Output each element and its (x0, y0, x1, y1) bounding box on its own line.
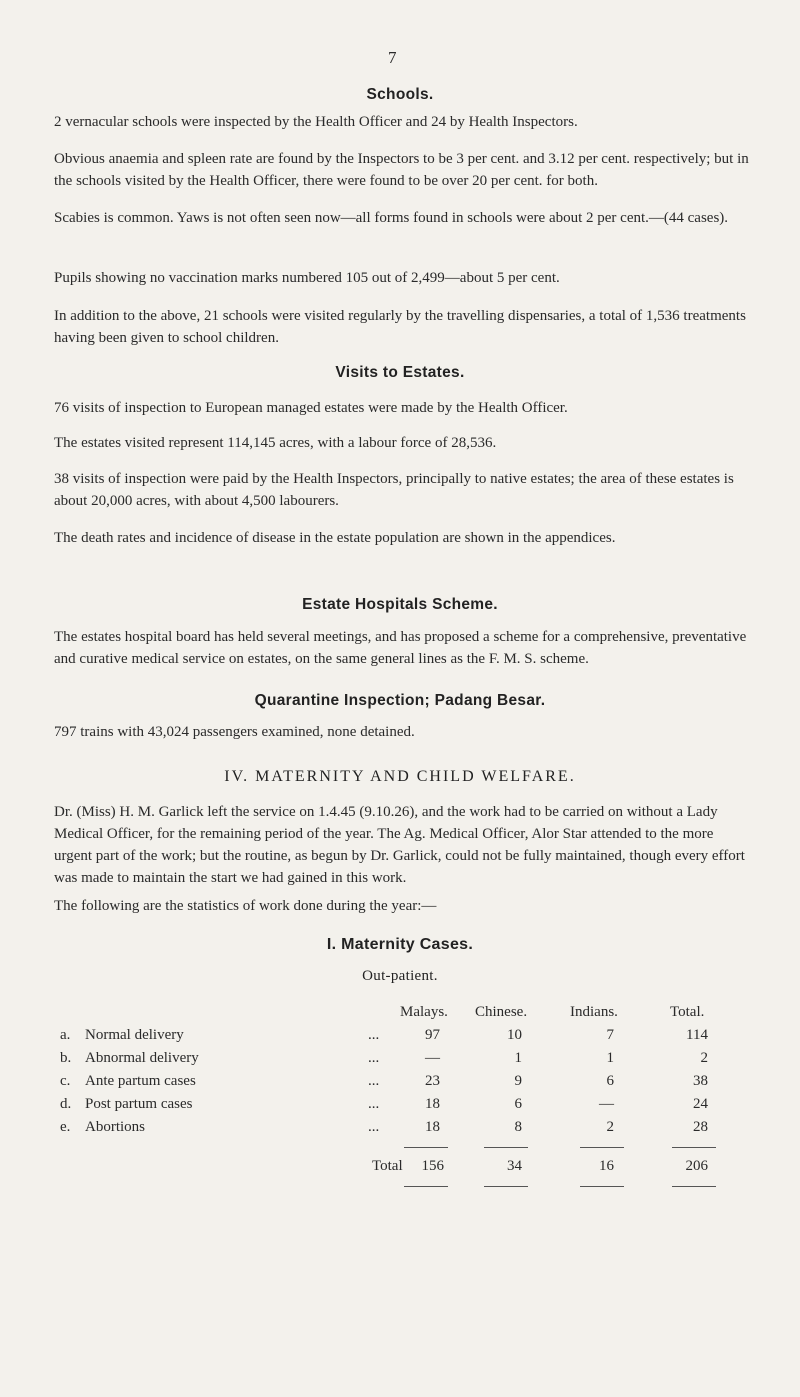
rule-below-chinese (484, 1186, 528, 1187)
rule-chinese (484, 1147, 528, 1148)
cell-total: 24 (693, 1096, 708, 1112)
row-label: Abortions (85, 1119, 145, 1135)
cell-malays: 23 (425, 1073, 440, 1089)
rule-below-indians (580, 1186, 624, 1187)
quarantine-heading: Quarantine Inspection; Padang Besar. (254, 692, 546, 709)
cell-malays: 18 (425, 1119, 440, 1135)
row-dots: ... (368, 1096, 380, 1112)
hospitals-heading: Estate Hospitals Scheme. (302, 596, 498, 613)
quarantine-paragraph: 797 trains with 43,024 passengers examined, none detained. (54, 724, 415, 740)
hospitals-paragraph-1: The estates hospital board has held several meetings, and has proposed a scheme for a comprehensive, preventative and curative medical service on estates, on the same general lines as the F. M. S. scheme. (54, 629, 747, 667)
row-label: Ante partum cases (85, 1073, 196, 1089)
cell-indians: 6 (606, 1073, 614, 1089)
cell-chinese: 6 (514, 1096, 522, 1112)
total-malays: 156 (421, 1158, 444, 1174)
row-letter: b. (60, 1050, 72, 1066)
row-letter: a. (60, 1027, 71, 1043)
total-indians: 16 (599, 1158, 614, 1174)
rule-below-malays (404, 1186, 448, 1187)
cell-malays: — (425, 1050, 440, 1066)
total-chinese: 34 (507, 1158, 522, 1174)
cell-chinese: 10 (507, 1027, 522, 1043)
visits-paragraph-2: The estates visited represent 114,145 acres, with a labour force of 28,536. (54, 435, 497, 451)
visits-paragraph-3: 38 visits of inspection were paid by the Health Inspectors, principally to native estates; the area of these estates is about 20,000 acres, with about 4,500 labourers. (54, 471, 734, 509)
row-dots: ... (368, 1119, 380, 1135)
rule-total (672, 1147, 716, 1148)
maternity-paragraph-2: The following are the statistics of work done during the year:— (54, 898, 437, 914)
total-total: 206 (685, 1158, 708, 1174)
cell-chinese: 1 (514, 1050, 522, 1066)
cell-indians: 1 (606, 1050, 614, 1066)
cell-total: 28 (693, 1119, 708, 1135)
visits-paragraph-4: The death rates and incidence of disease in the estate population are shown in the appendices. (54, 530, 616, 546)
cell-total: 114 (686, 1027, 708, 1043)
cell-indians: 2 (606, 1119, 614, 1135)
schools-paragraph-4: Pupils showing no vaccination marks numbered 105 out of 2,499—about 5 per cent. (54, 270, 560, 286)
cell-chinese: 9 (514, 1073, 522, 1089)
row-dots: ... (368, 1050, 380, 1066)
visits-paragraph-1: 76 visits of inspection to European managed estates were made by the Health Officer. (54, 400, 568, 416)
column-header-malays: Malays. (400, 1004, 448, 1020)
cell-chinese: 8 (514, 1119, 522, 1135)
row-letter: e. (60, 1119, 71, 1135)
row-dots: ... (368, 1027, 380, 1043)
schools-paragraph-2: Obvious anaemia and spleen rate are found by the Inspectors to be 3 per cent. and 3.12 per cent. respectively; but in the schools visited by the Health Officer, there were found to be over 20 per cent. for both. (54, 151, 749, 189)
column-header-chinese: Chinese. (475, 1004, 528, 1020)
cell-malays: 97 (425, 1027, 440, 1043)
total-label: Total (372, 1158, 403, 1174)
row-label: Abnormal delivery (85, 1050, 199, 1066)
schools-heading: Schools. (366, 86, 434, 103)
rule-malays (404, 1147, 448, 1148)
column-header-total: Total. (670, 1004, 705, 1020)
row-dots: ... (368, 1073, 380, 1089)
cell-total: 38 (693, 1073, 708, 1089)
cell-indians: — (599, 1096, 614, 1112)
maternity-cases-heading: I. Maternity Cases. (326, 936, 474, 953)
cell-malays: 18 (425, 1096, 440, 1112)
out-patient-heading: Out-patient. (362, 968, 438, 984)
cell-total: 2 (700, 1050, 708, 1066)
row-label: Post partum cases (85, 1096, 193, 1112)
schools-paragraph-1: 2 vernacular schools were inspected by the Health Officer and 24 by Health Inspectors. (54, 114, 578, 130)
cell-indians: 7 (606, 1027, 614, 1043)
rule-below-total (672, 1186, 716, 1187)
maternity-heading: IV. MATERNITY AND CHILD WELFARE. (224, 768, 576, 785)
row-letter: d. (60, 1096, 72, 1112)
rule-indians (580, 1147, 624, 1148)
page-number: 7 (388, 48, 397, 67)
schools-paragraph-5: In addition to the above, 21 schools were visited regularly by the travelling dispensaries, a total of 1,536 treatments having been given to school children. (54, 308, 746, 346)
visits-heading: Visits to Estates. (335, 364, 465, 381)
row-letter: c. (60, 1073, 71, 1089)
row-label: Normal delivery (85, 1027, 184, 1043)
schools-paragraph-3: Scabies is common. Yaws is not often seen now—all forms found in schools were about 2 per cent.—(44 cases). (54, 210, 729, 226)
column-header-indians: Indians. (570, 1004, 618, 1020)
maternity-paragraph-1: Dr. (Miss) H. M. Garlick left the service on 1.4.45 (9.10.26), and the work had to be carried on without a Lady Medical Officer, for the remaining period of the year. The Ag. Medical Officer, Alor Star attended to the more urgent part of the work; but the routine, as begun by Dr. Garlick, could not be fully maintained, though every effort was made to maintain the start we had gained in this work. (54, 804, 745, 886)
